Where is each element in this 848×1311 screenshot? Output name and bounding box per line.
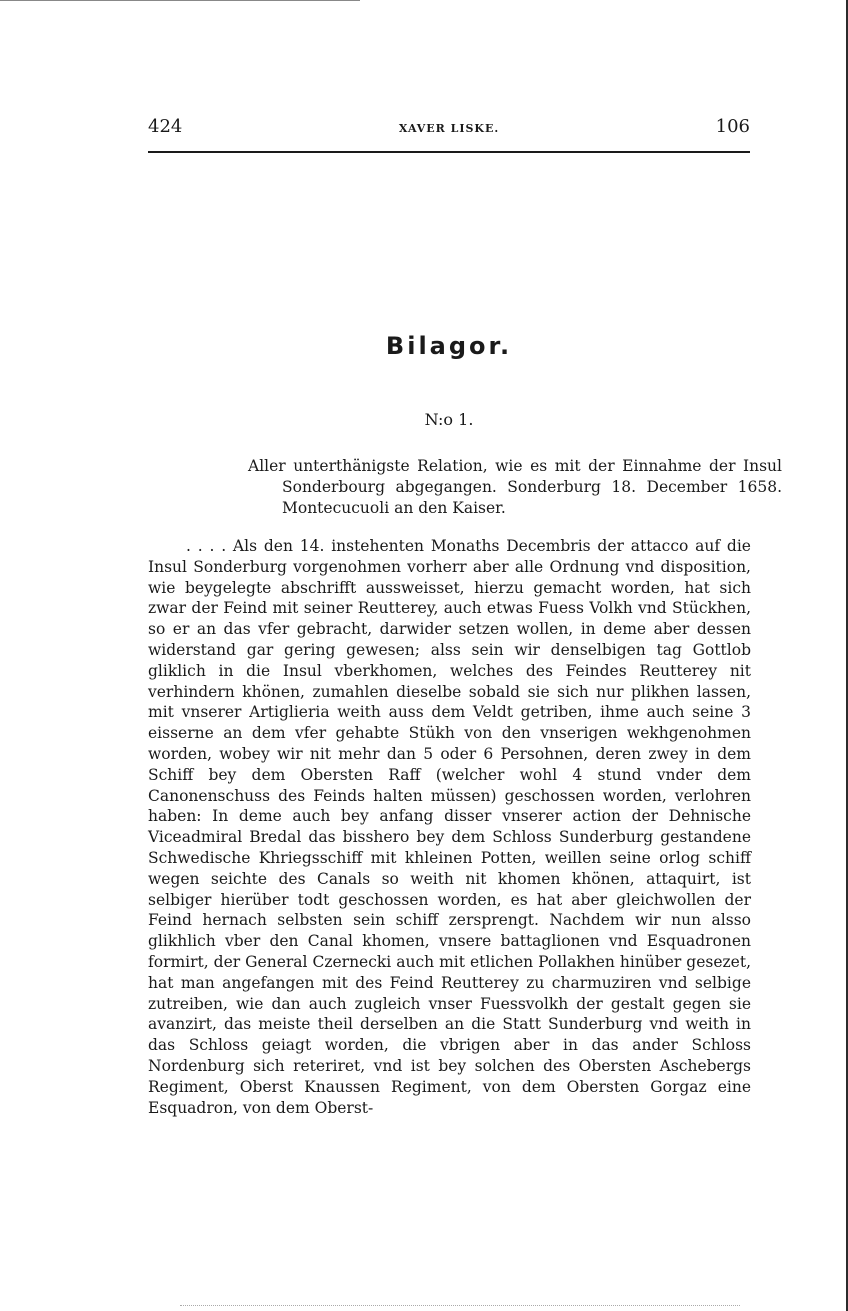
scan-bottom-edge [180, 1305, 740, 1307]
section-title: Bilagor. [385, 332, 513, 360]
running-title: XAVER LISKE. [398, 122, 500, 135]
document-number: N:o 1. [424, 410, 474, 429]
page-header [148, 116, 750, 144]
page-number-left: 424 [148, 116, 183, 137]
page-number-right: 106 [715, 116, 750, 137]
body-paragraph: . . . . Als den 14. instehenten Monaths Decembris der attacco auf die Insul Sonderburg vorgenohmen vorherr aber alle Ordnung vnd disposition, wie beygelegte abschrifft aussweisset, hierzu gemacht worden, hat sich zwar der Feind mit seiner Reutterey, auch etwas Fuess Volkh vnd Stückhen, so er an das vfer gebracht, darwider setzen wollen, in deme aber dessen widerstand gar gering gewesen; alss sein wir denselbigen tag Gottlob gliklich in die Insul vberkhomen, welches des Feindes Reutterey nit verhindern khönen, zumahlen dieselbe sobald sie sich nur plikhen lassen, mit vnserer Artiglieria weith auss dem Veldt getriben, ihme auch seine 3 eisserne an dem vfer gehabte Stükh von den vnserigen wekhgenohmen worden, wobey wir nit mehr dan 5 oder 6 Persohnen, deren zwey in dem Schiff bey dem Obersten Raff (welcher wohl 4 stund vnder dem Canonenschuss des Feinds halten müssen) geschossen worden, verlohren haben: In deme auch bey anfang disser vnserer action der Dehnische Viceadmiral Bredal das bisshero bey dem Schloss Sunderburg gestandene Schwedische Khriegsschiff mit khleinen Potten, weillen seine orlog schiff wegen seichte des Canals so weith nit khomen khönen, attaquirt, ist selbiger hierüber todt geschossen worden, es hat aber gleichwollen der Feind hernach selbsten sein schiff zersprengt. Nachdem wir nun alsso glikhlich vber den Canal khomen, vnsere battaglionen vnd Esquadronen formirt, der General Czernecki auch mit etlichen Pollakhen hinüber gesezet, hat man angefangen mit des Feind Reutterey zu charmuziren vnd selbige zutreiben, wie dan auch zugleich vnser Fuessvolkh der gestalt gegen sie avanzirt, das meiste theil derselben an die Statt Sunderburg vnd weith in das Schloss geiagt worden, die vbrigen aber in das ander Schloss Nordenburg sich reteriret, vnd ist bey solchen des Obersten Aschebergs Regiment, Oberst Knaussen Regiment, von dem Obersten Gorgaz eine Esquadron, von dem Oberst- [148, 537, 751, 1117]
document-heading: Aller unterthänigste Relation, wie es mit der Einnahme der Insul Sonderbourg abgegangen. Sonderburg 18. December 1658. Montecucuoli an den Kaiser. [248, 457, 782, 517]
header-rule [148, 151, 750, 153]
scan-top-edge [0, 0, 360, 1]
